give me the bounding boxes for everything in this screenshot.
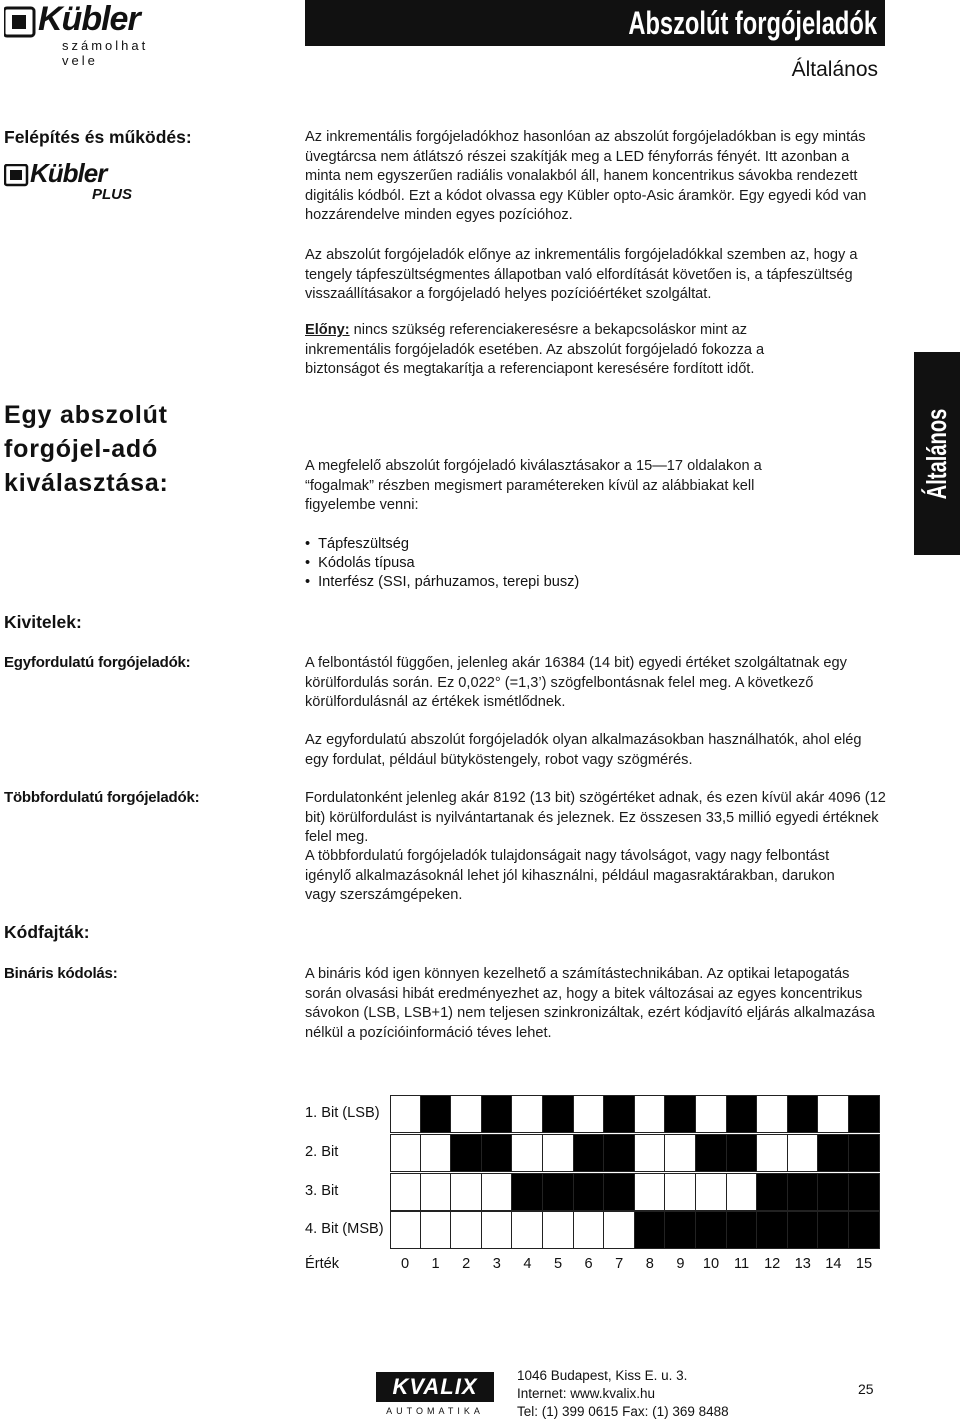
- advantage-label: Előny:: [305, 322, 350, 338]
- value-label: 12: [764, 1256, 781, 1272]
- bit-row-label: 4. Bit (MSB): [305, 1221, 384, 1237]
- kubler-plus-logo-plus: PLUS: [92, 186, 133, 203]
- side-tab-label: Általános: [921, 408, 952, 499]
- value-label: 10: [702, 1256, 720, 1272]
- value-row-label: Érték: [305, 1256, 340, 1272]
- bit-cell: [482, 1134, 513, 1172]
- advantage-text: nincs szükség referenciakeresésre a bekapcsoláskor mint az inkrementális forgójeladók esetében. Az abszolút forgójeladó fokozza a biztonságot és megtakarítja a referenciapont keresésére fordított időt.: [305, 322, 765, 378]
- bit-row: [390, 1134, 880, 1172]
- value-label: 1: [431, 1256, 440, 1272]
- bit-cell: [727, 1211, 758, 1249]
- kubler-logo-name: Kübler: [38, 0, 140, 38]
- bit-cell: [635, 1211, 666, 1249]
- binary-paragraph: A bináris kód igen könnyen kezelhető a számítástechnikában. Az optikai letapogatás során olvasási hibát eredményezhet az, hogy a bitek változásai az egyes koncentrikus sávokon (LSB, LSB+1) nem teljesen szinkronizáltak, ezért kódjavító eljárás alkalmazása nélkül a pozícióinformáció téves lehet.: [305, 966, 875, 1041]
- bit-row-label: 3. Bit: [305, 1183, 339, 1199]
- kvalix-logo-sub: AUTOMATIKA: [386, 1406, 484, 1416]
- kubler-logo-tagline: számolhat vele: [62, 38, 149, 68]
- kubler-logo: [4, 0, 190, 68]
- bit-cell: [604, 1211, 635, 1249]
- bit-cell: [604, 1095, 635, 1133]
- multiturn-paragraph-1: Fordulatonként jelenleg akár 8192 (13 bit) szögértéket adnak, és ezen kívül akár 4096 (12 bit) körülfordulást is nyilvántartanak és jeleznek. Ez összesen 33,5 millió egyedi értéknek felel meg.: [305, 790, 886, 846]
- selection-paragraph: A megfelelő abszolút forgójeladó kiválasztásakor a 15—17 oldalakon a “fogalmak” részben megismert paramétereken kívül az alábbiakat kell figyelembe venni:: [305, 458, 762, 514]
- subsection-label-multiturn: Többfordulatú forgójeladók:: [4, 789, 200, 806]
- subsection-label-singleturn: Egyfordulatú forgójeladók:: [4, 654, 191, 671]
- bit-cell: [574, 1134, 605, 1172]
- bit-cell: [543, 1211, 574, 1249]
- list-item: • Tápfeszültség: [305, 535, 579, 554]
- bit-cell: [788, 1211, 819, 1249]
- multiturn-paragraph-2: A többfordulatú forgójeladók tulajdonságait nagy távolságot, vagy nagy felbontást igénylő alkalmazásoknál lehet jól kihasználni, például magasraktárakban, darukon vagy szerszámgépeken.: [305, 848, 835, 904]
- structure-paragraph-2: Az abszolút forgójeladók előnye az inkrementális forgójeladókkal szemben az, hogy a tengely tápfeszültségmentes állapotban való elfordítását követően is, a tápfeszültség visszaállításakor a forgójeladó helyes pozícióértéket szolgáltat.: [305, 247, 858, 303]
- bit-row: [390, 1173, 880, 1211]
- value-label: 4: [523, 1256, 532, 1272]
- bit-cell: [818, 1173, 849, 1211]
- bit-cell: [635, 1095, 666, 1133]
- singleturn-paragraph-2: Az egyfordulatú abszolút forgójeladók olyan alkalmazásokban használhatók, ahol elég egy fordulat, például bütyköstengely, robot vagy szögmérés.: [305, 732, 862, 768]
- bit-cell: [696, 1134, 727, 1172]
- bit-cell: [818, 1211, 849, 1249]
- bit-cell: [788, 1095, 819, 1133]
- kvalix-logo-name: KVALIX: [376, 1372, 494, 1402]
- singleturn-paragraph-1: A felbontástól függően, jelenleg akár 16384 (14 bit) egyedi értéket szolgáltatnak egy körülfordulás során. Ez 0,022° (=1,3’) szögfelbontásnak felel meg. A következő körülfordulásnál az értékek ismétlődnek.: [305, 655, 847, 711]
- bit-cell: [727, 1134, 758, 1172]
- bit-cell: [757, 1134, 788, 1172]
- bit-cell: [512, 1134, 543, 1172]
- value-label: 6: [584, 1256, 593, 1272]
- bit-cell: [757, 1095, 788, 1133]
- bit-cell: [849, 1173, 880, 1211]
- bit-row-label: 2. Bit: [305, 1144, 339, 1160]
- bit-cell: [788, 1134, 819, 1172]
- list-item: • Interfész (SSI, párhuzamos, terepi busz): [305, 573, 579, 592]
- bit-cell: [574, 1173, 605, 1211]
- bit-cell: [512, 1095, 543, 1133]
- bit-cell: [512, 1211, 543, 1249]
- bit-cell: [390, 1095, 421, 1133]
- bit-row: [390, 1095, 880, 1133]
- bit-cell: [849, 1134, 880, 1172]
- bit-cell: [482, 1211, 513, 1249]
- selection-list: [305, 535, 579, 593]
- bit-row-label: 1. Bit (LSB): [305, 1105, 380, 1121]
- bit-cell: [390, 1134, 421, 1172]
- advantage-paragraph: [305, 321, 820, 380]
- kubler-plus-logo-name: Kübler: [30, 158, 107, 188]
- side-tab: [914, 352, 960, 555]
- list-item: • Kódolás típusa: [305, 554, 579, 573]
- bit-cell: [757, 1211, 788, 1249]
- bit-cell: [543, 1134, 574, 1172]
- value-label: 5: [553, 1256, 563, 1272]
- section-label-selection: Egy abszolút forgójel-adó kiválasztása:: [4, 401, 169, 497]
- kvalix-logo: [376, 1368, 494, 1418]
- bit-cell: [390, 1173, 421, 1211]
- bit-cell: [665, 1095, 696, 1133]
- footer-internet: Internet: www.kvalix.hu: [517, 1386, 656, 1401]
- section-label-versions: Kivitelek:: [4, 612, 82, 632]
- kubler-plus-logo: [4, 158, 134, 206]
- bit-cell: [727, 1173, 758, 1211]
- page-subtitle: Általános: [791, 58, 878, 81]
- section-label-structure: Felépítés és működés:: [4, 127, 192, 147]
- bit-cell: [665, 1134, 696, 1172]
- bit-cell: [390, 1211, 421, 1249]
- section-label-codetypes: Kódfajták:: [4, 922, 90, 942]
- bit-cell: [635, 1173, 666, 1211]
- page-title: Abszolút forgójeladók: [628, 4, 877, 41]
- bit-cell: [788, 1173, 819, 1211]
- bit-row: [390, 1211, 880, 1249]
- bit-cell: [727, 1095, 758, 1133]
- structure-paragraph-1: Az inkrementális forgójeladókhoz hasonlóan az abszolút forgójeladókban is egy mintás üvegtárcsa nem átlátszó részei szakítják meg a LED fényforrás fényét. Itt azonban a minta nem egyszerűen radiális vonalakból áll, hanem koncentrikus sávokba rendezett digitális kódból. Ezt a kódot olvassa egy Kübler opto-Asic áramkör. Egy egyedi kód van hozzárendelve minden egyes pozícióhoz.: [305, 129, 867, 224]
- value-label: 3: [492, 1256, 501, 1272]
- bit-cell: [849, 1211, 880, 1249]
- bit-cell: [421, 1173, 452, 1211]
- bit-cell: [482, 1173, 513, 1211]
- footer-contact: [517, 1367, 729, 1421]
- bit-cell: [451, 1134, 482, 1172]
- bit-cell: [818, 1095, 849, 1133]
- bit-cell: [849, 1095, 880, 1133]
- bit-cell: [421, 1095, 452, 1133]
- value-label: 0: [400, 1256, 410, 1272]
- value-label: 14: [825, 1256, 842, 1272]
- bit-cell: [757, 1173, 788, 1211]
- bit-cell: [665, 1211, 696, 1249]
- bit-cell: [421, 1211, 452, 1249]
- bit-cell: [574, 1095, 605, 1133]
- bit-cell: [451, 1211, 482, 1249]
- bit-cell: [604, 1134, 635, 1172]
- value-label: 8: [645, 1256, 654, 1272]
- bit-cell: [574, 1211, 605, 1249]
- bit-cell: [482, 1095, 513, 1133]
- page-number: 25: [858, 1381, 874, 1397]
- bit-cell: [818, 1134, 849, 1172]
- subsection-label-binary: Bináris kódolás:: [4, 965, 118, 982]
- value-label: 9: [676, 1256, 685, 1272]
- footer-phone: Tel: (1) 399 0615 Fax: (1) 369 8488: [517, 1404, 729, 1419]
- bit-cell: [543, 1095, 574, 1133]
- bit-cell: [421, 1134, 452, 1172]
- bit-cell: [604, 1173, 635, 1211]
- bit-cell: [451, 1095, 482, 1133]
- bit-cell: [696, 1173, 727, 1211]
- bit-cell: [696, 1095, 727, 1133]
- value-label: 11: [734, 1256, 750, 1272]
- value-label: 15: [855, 1256, 873, 1272]
- bit-cell: [696, 1211, 727, 1249]
- page-title-bar: [305, 0, 885, 46]
- value-label: 2: [462, 1256, 471, 1272]
- value-label: 7: [615, 1256, 624, 1272]
- bit-cell: [543, 1173, 574, 1211]
- bit-cell: [512, 1173, 543, 1211]
- footer-address: 1046 Budapest, Kiss E. u. 3.: [517, 1368, 688, 1383]
- value-label: 13: [794, 1256, 811, 1272]
- bit-cell: [635, 1134, 666, 1172]
- kubler-plus-logo-mark: [4, 164, 30, 188]
- bit-cell: [451, 1173, 482, 1211]
- bit-cell: [665, 1173, 696, 1211]
